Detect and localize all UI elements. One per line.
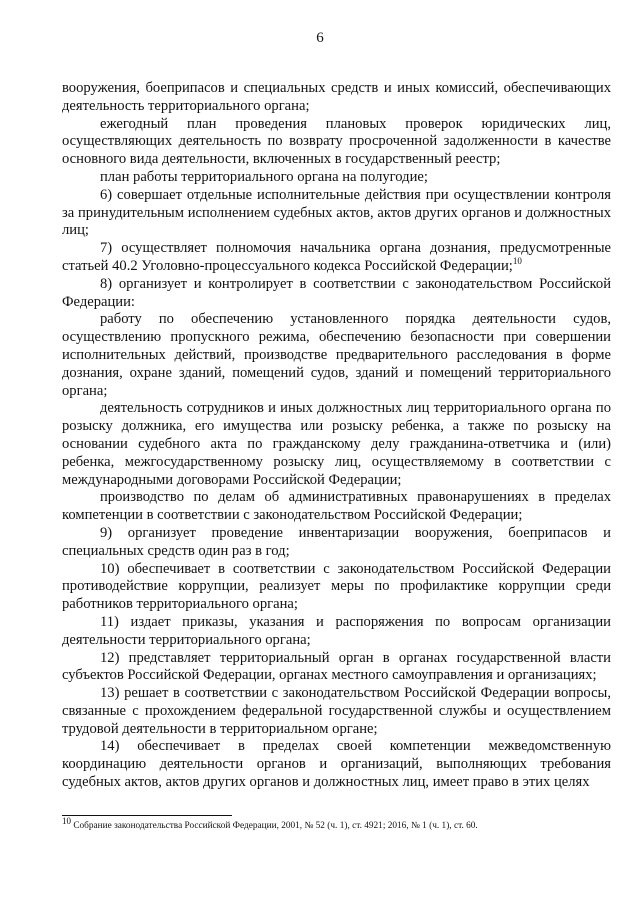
body-text [62,80,611,792]
footnote-text: Собрание законодательства Российской Федерации, 2001, № 52 (ч. 1), ст. 4921; 2016, № 1 (ч. 1), ст. 60. [73,821,478,831]
paragraph-text: производство по делам об административных правонарушениях в пределах компетенции в соответствии с законодательством Российской Федерации; [62,489,611,524]
paragraph [62,489,611,525]
paragraph [62,276,611,312]
paragraph-text: работу по обеспечению установленного порядка деятельности судов, осуществлению пропускного режима, обеспечению безопасности при совершении исполнительных действий, производстве предварительного расследования в форме дознания, охране зданий, помещений судов, зданий и помещений территориального органа; [62,311,611,399]
paragraph [62,187,611,240]
paragraph-text: 9) организует проведение инвентаризации вооружения, боеприпасов и специальных средств один раз в год; [62,524,611,559]
paragraph [62,80,611,116]
paragraph-text: вооружения, боеприпасов и специальных средств и иных комиссий, обеспечивающих деятельность территориального органа; [62,80,611,114]
footnote [62,815,611,832]
paragraph-text: 10) обеспечивает в соответствии с законодательством Российской Федерации противодействие коррупции, реализует меры по профилактике коррупции среди работников территориального органа; [62,560,611,613]
paragraph-text: 13) решает в соответствии с законодательством Российской Федерации вопросы, связанные с прохождением федеральной государственной службы и осуществлением трудовой деятельности в территориальном органе; [62,685,611,737]
paragraph [62,240,611,276]
paragraph [62,650,611,686]
paragraph-text: 12) представляет территориальный орган в органах государственной власти субъектов Российской Федерации, органах местного самоуправления и организациях; [62,649,611,684]
paragraph-text: 7) осуществляет полномочия начальника органа дознания, предусмотренные статьей 40.2 Уголовно-процессуального кодекса Российской Федерации; [62,240,611,274]
paragraph-text: план работы территориального органа на полугодие; [100,168,428,185]
paragraph [62,169,611,187]
paragraph-text: 8) организует и контролирует в соответствии с законодательством Российской Федерации: [62,275,611,310]
paragraph-text: 6) совершает отдельные исполнительные действия при осуществлении контроля за принудительным исполнением судебных актов, актов других органов и должностных лиц; [62,186,611,239]
paragraph [62,738,611,791]
page-number: 6 [316,30,324,46]
footnote-reference: 10 [512,256,522,267]
paragraph-text: 11) издает приказы, указания и распоряжения по вопросам организации деятельности территориального органа; [62,613,611,648]
paragraph [62,400,611,489]
paragraph [62,614,611,650]
paragraph [62,116,611,169]
paragraph [62,311,611,400]
paragraph [62,561,611,614]
paragraph-text: деятельность сотрудников и иных должностных лиц территориального органа по розыску должника, его имущества или розыску ребенка, а также по розыску на основании судебного акта по гражданскому делу гражданина-ответчика и (или) ребенка, межгосударственному розыску лиц, осуществляемому в соответствии с международными договорами Российской Федерации; [62,400,611,488]
paragraph [62,525,611,561]
paragraph [62,685,611,738]
paragraph-text: ежегодный план проведения плановых проверок юридических лиц, осуществляющих деятельность по возврату просроченной задолженности в качестве основного вида деятельности, включенных в государственный реестр; [62,115,611,168]
paragraph-text: 14) обеспечивает в пределах своей компетенции межведомственную координацию деятельности органов и организаций, выполняющих требования судебных актов, актов других органов и должностных лиц, имеет право в этих целях [62,738,611,791]
footnote-separator [62,815,232,816]
footnote-marker: 10 [62,815,71,826]
